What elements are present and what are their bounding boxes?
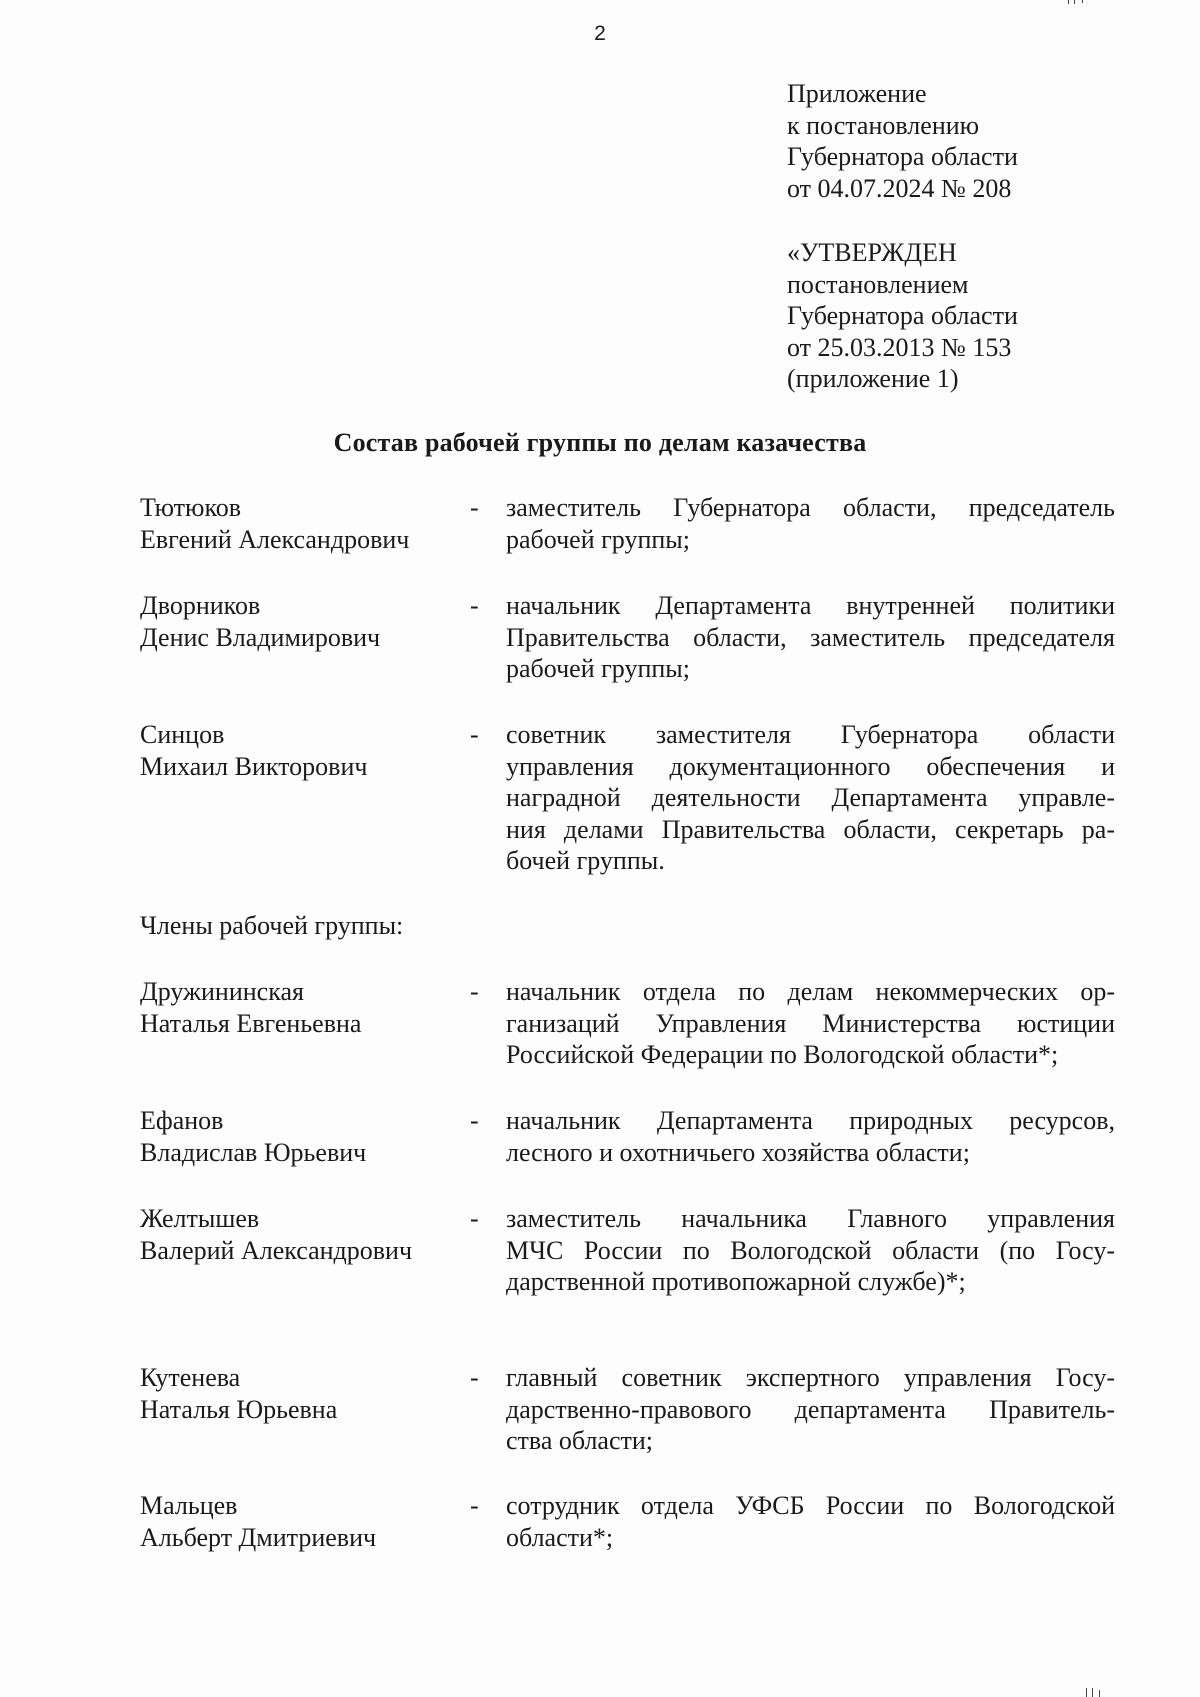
role-line: ства области;: [506, 1426, 654, 1455]
member-given-name: Владислав Юрьевич: [140, 1137, 367, 1167]
member-name: [140, 1105, 460, 1168]
member-surname: Тютюков: [140, 493, 242, 522]
appendix-stamp-line: к постановлению: [787, 110, 980, 140]
role-line: главный советник экспертного управления Госу-: [506, 1363, 1115, 1392]
role-line: рабочей группы;: [506, 524, 690, 554]
member-given-name: Альберт Дмитриевич: [140, 1522, 377, 1552]
role-line: области*;: [506, 1522, 614, 1552]
approved-stamp-line: (приложение 1): [787, 364, 959, 393]
separator-dash: -: [470, 720, 479, 749]
approved-stamp-line: «УТВЕРЖДЕН: [787, 238, 957, 267]
member-name: [140, 976, 460, 1039]
role-line: начальник Департамента внутренней политики: [506, 591, 1115, 620]
member-given-name: Денис Владимирович: [140, 622, 381, 652]
role-line: ния делами Правительства области, секретарь ра-: [506, 814, 1115, 844]
appendix-stamp-line: Приложение: [787, 79, 927, 108]
member-surname: Мальцев: [140, 1491, 238, 1520]
member-name: [140, 590, 460, 653]
member-name: [140, 1490, 460, 1553]
role-line: управления документационного обеспечения и: [506, 751, 1115, 781]
member-name: [140, 1362, 460, 1425]
member-surname: Дружининская: [140, 977, 304, 1006]
separator-dash: -: [470, 1106, 479, 1135]
scan-mark: [1068, 0, 1069, 4]
member-role: [506, 1362, 1115, 1457]
role-line: Российской Федерации по Вологодской области*;: [506, 1040, 1059, 1069]
member-name: [140, 1203, 460, 1266]
member-given-name: Наталья Юрьевна: [140, 1394, 338, 1424]
approved-stamp-line: постановлением: [787, 269, 969, 299]
separator-dash: -: [470, 1204, 479, 1233]
scan-mark: [1082, 0, 1083, 3]
approved-stamp-line: Губернатора области: [787, 301, 1018, 330]
member-surname: Ефанов: [140, 1106, 224, 1135]
member-role: [506, 492, 1115, 555]
member-surname: Желтышев: [140, 1204, 260, 1233]
member-name: [140, 719, 460, 782]
role-line: сотрудник отдела УФСБ России по Вологодской: [506, 1491, 1115, 1520]
separator-dash: -: [470, 493, 479, 522]
member-surname: Дворников: [140, 591, 261, 620]
member-surname: Кутенева: [140, 1363, 241, 1392]
scan-mark: [1092, 1688, 1093, 1697]
role-line: бочей группы.: [506, 846, 665, 875]
member-surname: Синцов: [140, 720, 225, 749]
appendix-stamp-line: Губернатора области: [787, 142, 1018, 171]
member-role: [506, 1490, 1115, 1553]
member-given-name: Наталья Евгеньевна: [140, 1008, 362, 1038]
member-role: [506, 719, 1115, 877]
page-number: 2: [594, 22, 606, 45]
separator-dash: -: [470, 591, 479, 620]
member-role: [506, 1105, 1115, 1168]
member-given-name: Евгений Александрович: [140, 524, 410, 554]
scan-mark: [1086, 1688, 1087, 1697]
member-name: [140, 492, 460, 555]
role-line: заместитель начальника Главного управления: [506, 1204, 1115, 1233]
member-role: [506, 590, 1115, 685]
approved-stamp: [787, 237, 1018, 395]
role-line: лесного и охотничьего хозяйства области;: [506, 1137, 970, 1167]
role-line: рабочей группы;: [506, 654, 690, 683]
member-role: [506, 976, 1115, 1071]
role-line: начальник Департамента природных ресурсов,: [506, 1106, 1115, 1135]
separator-dash: -: [470, 1491, 479, 1520]
role-line: МЧС России по Вологодской области (по Госу-: [506, 1235, 1115, 1265]
scan-mark: [1099, 1690, 1100, 1697]
role-line: советник заместителя Губернатора области: [506, 720, 1115, 749]
role-line: заместитель Губернатора области, председатель: [506, 493, 1115, 522]
member-role: [506, 1203, 1115, 1298]
appendix-stamp-line: от 04.07.2024 № 208: [787, 173, 1012, 203]
role-line: ганизаций Управления Министерства юстиции: [506, 1008, 1115, 1038]
role-line: дарственно-правового департамента Правитель-: [506, 1394, 1115, 1424]
separator-dash: -: [470, 977, 479, 1006]
scan-mark: [1074, 0, 1075, 4]
member-given-name: Валерий Александрович: [140, 1235, 413, 1265]
member-given-name: Михаил Викторович: [140, 751, 368, 781]
role-line: наградной деятельности Департамента управле-: [506, 783, 1115, 812]
separator-dash: -: [470, 1363, 479, 1392]
members-label: Члены рабочей группы:: [140, 911, 404, 940]
approved-stamp-line: от 25.03.2013 № 153: [787, 332, 1012, 362]
role-line: Правительства области, заместитель председателя: [506, 622, 1115, 652]
role-line: дарственной противопожарной службе)*;: [506, 1267, 966, 1296]
role-line: начальник отдела по делам некоммерческих ор-: [506, 977, 1115, 1006]
document-title: Состав рабочей группы по делам казачества: [333, 428, 867, 457]
appendix-stamp: [787, 78, 1018, 204]
